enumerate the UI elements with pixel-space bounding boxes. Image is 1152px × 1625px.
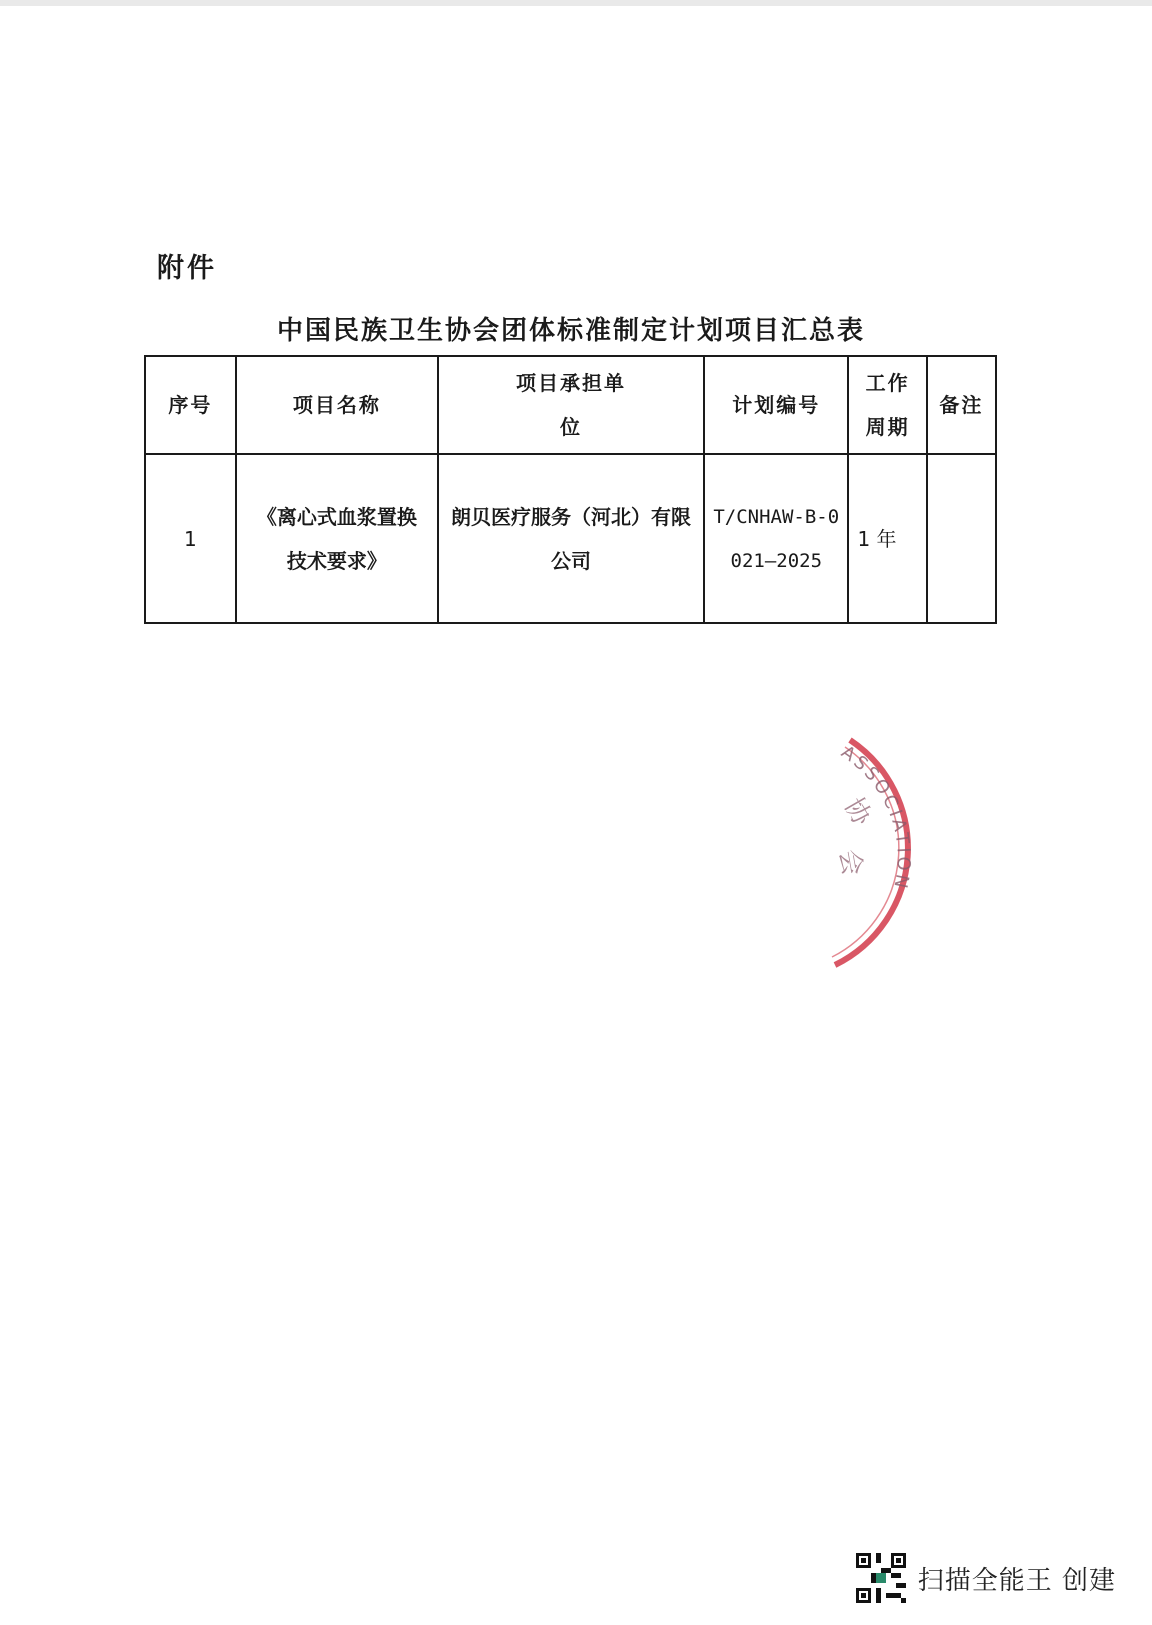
header-undertaker: 项目承担单位	[438, 356, 704, 454]
cell-project-name: 《离心式血浆置换技术要求》	[236, 454, 438, 623]
header-remarks: 备注	[927, 356, 996, 454]
cell-undertaker: 朗贝医疗服务（河北）有限公司	[438, 454, 704, 623]
header-project-name: 项目名称	[236, 356, 438, 454]
header-work-period: 工作周期	[848, 356, 926, 454]
cell-work-period: 1 年	[848, 454, 926, 623]
cell-remarks	[927, 454, 996, 623]
svg-text:协: 协	[837, 793, 877, 831]
svg-text:ASSOCIATION: ASSOCIATION	[837, 741, 915, 893]
svg-text:会: 会	[833, 847, 868, 879]
document-title: 中国民族卫生协会团体标准制定计划项目汇总表	[276, 316, 865, 346]
qr-code-icon	[856, 1553, 906, 1603]
table-header-row	[145, 356, 996, 454]
header-plan-number: 计划编号	[704, 356, 848, 454]
scanner-watermark-text: 扫描全能王 创建	[917, 1565, 1116, 1596]
header-seq: 序号	[145, 356, 236, 454]
scanner-watermark	[856, 1553, 1116, 1603]
cell-plan-number: T/CNHAW-B-0021—2025	[704, 454, 848, 623]
attachment-label: 附件	[157, 253, 217, 284]
top-strip	[0, 0, 1152, 6]
plan-summary-table	[144, 355, 997, 624]
table-row	[145, 454, 996, 623]
seal-stamp	[800, 735, 960, 975]
cell-seq: 1	[145, 454, 236, 623]
